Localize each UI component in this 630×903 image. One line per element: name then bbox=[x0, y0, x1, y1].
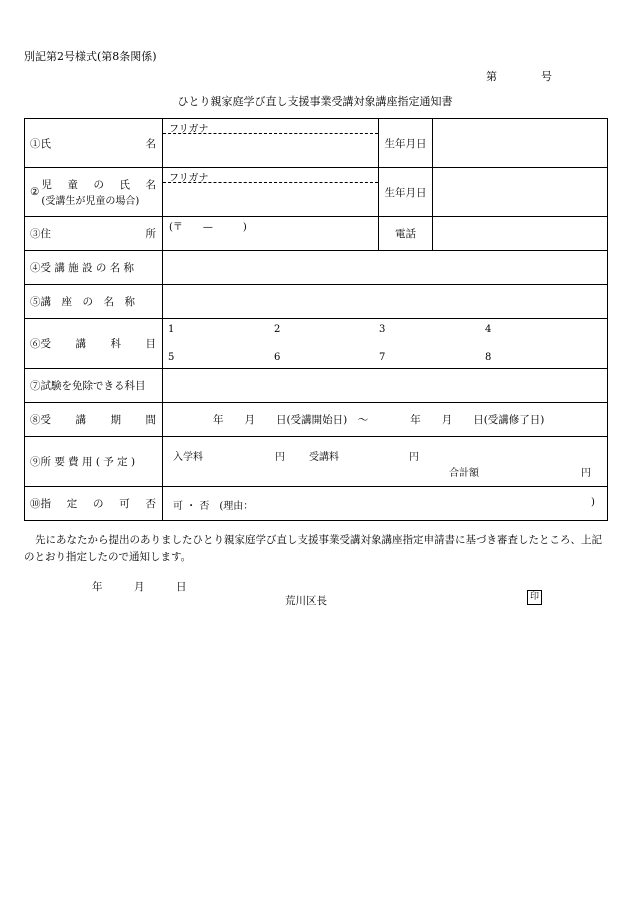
subject-number: 7 bbox=[379, 352, 386, 363]
subject-number: 2 bbox=[274, 324, 281, 335]
course-field[interactable] bbox=[163, 285, 608, 319]
row-facility bbox=[25, 251, 608, 285]
subject-number: 1 bbox=[168, 324, 175, 335]
phone-field[interactable] bbox=[433, 217, 608, 251]
entry-fee-label: 入学料 bbox=[173, 452, 203, 463]
issuer-title: 荒川区長 bbox=[285, 595, 327, 607]
total-label: 合計額 bbox=[449, 468, 479, 479]
row-subjects bbox=[25, 319, 608, 369]
decision-field[interactable] bbox=[163, 487, 608, 521]
name-furigana-label: フリガナ bbox=[169, 124, 209, 135]
period-label: ⑧受 講 期 間 bbox=[25, 403, 163, 437]
name-label: ①氏 名 bbox=[25, 119, 163, 168]
document-number-suffix: 号 bbox=[541, 70, 552, 83]
decision-label: ⑩指 定 の 可 否 bbox=[25, 487, 163, 521]
child-name-field[interactable] bbox=[163, 168, 379, 217]
subject-number: 3 bbox=[379, 324, 386, 335]
period-text: 年 月 日(受講開始日) ～ 年 月 日(受講修了日) bbox=[213, 414, 545, 426]
notice-text: 先にあなたから提出のありましたひとり親家庭学び直し支援事業受講対象講座指定申請書に基づき審査したところ、上記のとおり指定したので通知します。 bbox=[24, 534, 602, 563]
subjects-field[interactable] bbox=[163, 319, 608, 369]
furigana-divider bbox=[163, 133, 378, 134]
address-label: ③住 所 bbox=[25, 217, 163, 251]
notice-form-table bbox=[24, 118, 608, 521]
row-cost bbox=[25, 437, 608, 487]
total-yen: 円 bbox=[581, 468, 591, 479]
subject-number: 4 bbox=[485, 324, 492, 335]
child-name-label: ② 児 童 の 氏 名 (受講生が児童の場合) bbox=[25, 168, 163, 217]
facility-field[interactable] bbox=[163, 251, 608, 285]
document-title: ひとり親家庭学び直し支援事業受講対象講座指定通知書 bbox=[177, 95, 453, 108]
name-field[interactable] bbox=[163, 119, 379, 168]
exempt-subjects-field[interactable] bbox=[163, 369, 608, 403]
cost-field[interactable] bbox=[163, 437, 608, 487]
phone-label: 電話 bbox=[379, 217, 433, 251]
document-number bbox=[486, 68, 552, 84]
exempt-subjects-label: ⑦試験を免除できる科目 bbox=[25, 369, 163, 403]
row-name bbox=[25, 119, 608, 168]
subject-number: 5 bbox=[168, 352, 175, 363]
child-birthdate-field[interactable] bbox=[433, 168, 608, 217]
row-period bbox=[25, 403, 608, 437]
address-field[interactable] bbox=[163, 217, 379, 251]
postal-code-label: (〒 — ) bbox=[169, 222, 247, 233]
tuition-label: 受講料 bbox=[309, 452, 339, 463]
decision-close-paren: ) bbox=[591, 497, 595, 508]
decision-text: 可 ・ 否 (理由： bbox=[173, 501, 254, 512]
entry-fee-yen: 円 bbox=[275, 452, 285, 463]
birthdate-field[interactable] bbox=[433, 119, 608, 168]
seal-icon: 印 bbox=[527, 590, 542, 605]
child-furigana-label: フリガナ bbox=[169, 173, 209, 184]
form-number-label: 別記第2号様式(第8条関係) bbox=[24, 50, 157, 63]
subject-number: 8 bbox=[485, 352, 492, 363]
child-birthdate-label: 生年月日 bbox=[379, 168, 433, 217]
document-number-prefix: 第 bbox=[486, 70, 497, 83]
furigana-divider bbox=[163, 182, 378, 183]
course-label: ⑤講 座 の 名 称 bbox=[25, 285, 163, 319]
tuition-yen: 円 bbox=[409, 452, 419, 463]
row-address bbox=[25, 217, 608, 251]
row-exempt-subjects bbox=[25, 369, 608, 403]
row-decision bbox=[25, 487, 608, 521]
subject-number: 6 bbox=[274, 352, 281, 363]
subjects-label: ⑥受 講 科 目 bbox=[25, 319, 163, 369]
child-name-note: (受講生が児童の場合) bbox=[41, 196, 140, 207]
period-field[interactable] bbox=[163, 403, 608, 437]
row-child-name bbox=[25, 168, 608, 217]
cost-label: ⑨所 要 費 用 ( 予 定 ) bbox=[25, 437, 163, 487]
facility-label: ④受 講 施 設 の 名 称 bbox=[25, 251, 163, 285]
issue-date: 年 月 日 bbox=[92, 581, 187, 593]
birthdate-label: 生年月日 bbox=[379, 119, 433, 168]
row-course bbox=[25, 285, 608, 319]
